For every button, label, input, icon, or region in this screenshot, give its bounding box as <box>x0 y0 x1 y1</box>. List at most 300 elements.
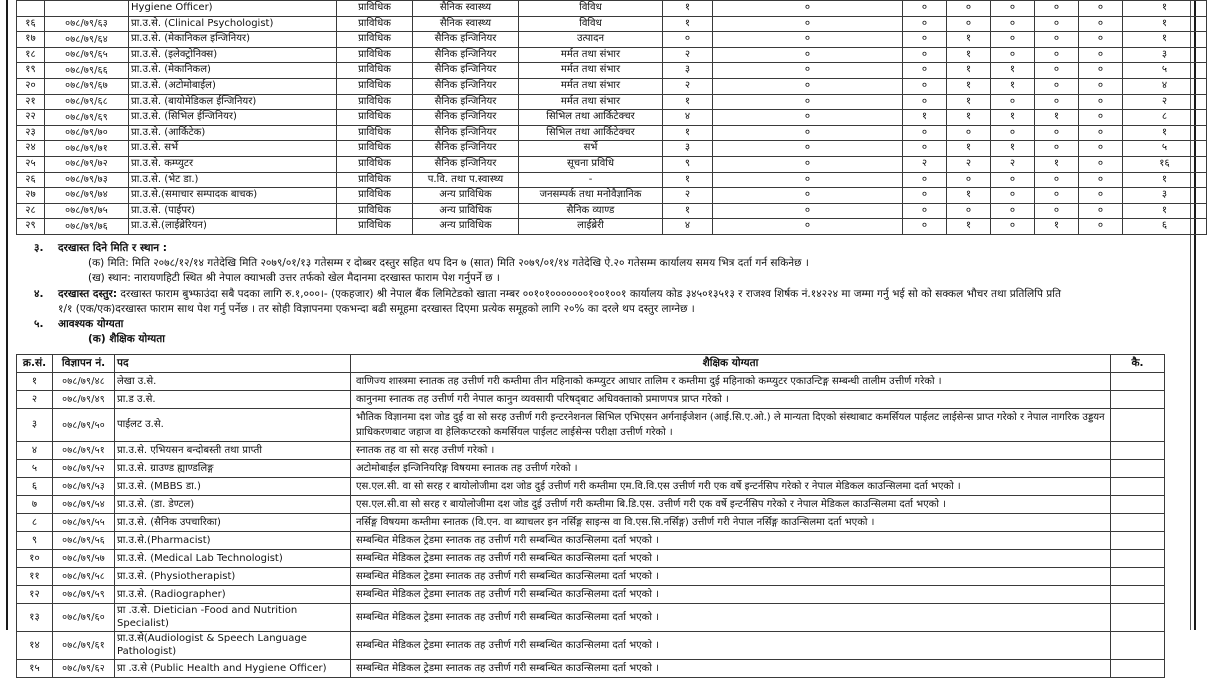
cell-total: १ <box>1123 1 1207 17</box>
post-vacancy-table <box>16 0 1207 235</box>
educational-qualification-table-body <box>17 373 1165 678</box>
educational-qualification-table-head <box>17 355 1165 373</box>
cell-sn: २ <box>17 391 53 409</box>
cell-advertisement-no: ०७८/७९/५५ <box>53 514 115 532</box>
cell-total: १ <box>1123 172 1207 188</box>
cell-sn <box>17 1 45 17</box>
cell-group: सैनिक इन्जिनियर <box>413 125 519 141</box>
cell-total: ६ <box>1123 219 1207 235</box>
cell-backward: ० <box>1079 32 1123 48</box>
cell-sn: १२ <box>17 586 53 604</box>
cell-advertisement-no: ०७८/७९/६९ <box>45 110 129 126</box>
cell-post: प्रा.उ.से(Audiologist & Speech Language Pathologist) <box>115 632 351 660</box>
cell-adibasi: ० <box>903 172 947 188</box>
cell-sn: १३ <box>17 604 53 632</box>
cell-post: प्रा.उ.से. (भेट डा.) <box>129 172 337 188</box>
cell-group: अन्य प्राविधिक <box>413 188 519 204</box>
cell-group: सैनिक इन्जिनियर <box>413 94 519 110</box>
cell-post: पाईलट उ.से. <box>115 409 351 442</box>
cell-advertisement-no: ०७८/७९/६१ <box>53 632 115 660</box>
cell-post: प्रा.उ.से. (Physiotherapist) <box>115 568 351 586</box>
cell-subgroup: - <box>519 172 663 188</box>
cell-female: ० <box>713 188 903 204</box>
cell-total: १ <box>1123 16 1207 32</box>
cell-backward: ० <box>1079 172 1123 188</box>
cell-disabled: ० <box>1035 125 1079 141</box>
cell-dalit: ० <box>991 203 1035 219</box>
cell-advertisement-no: ०७८/७९/७६ <box>45 219 129 235</box>
cell-advertisement-no: ०७८/७९/७३ <box>45 172 129 188</box>
cell-post: प्रा.उ.से. (बायोमेडिकल ईन्जिनियर) <box>129 94 337 110</box>
cell-advertisement-no <box>45 1 129 17</box>
clause-4-line-1 <box>58 287 1186 302</box>
cell-advertisement-no: ०७८/७९/५९ <box>53 586 115 604</box>
clause-5-heading: आवश्यक योग्यता <box>58 318 124 330</box>
cell-adibasi: ० <box>903 188 947 204</box>
cell-disabled: ० <box>1035 16 1079 32</box>
cell-post: प्रा.उ.से. (सिभिल ईन्जिनियर) <box>129 110 337 126</box>
cell-group: सैनिक इन्जिनियर <box>413 63 519 79</box>
cell-sn: २० <box>17 78 45 94</box>
cell-service: प्राविधिक <box>337 63 413 79</box>
cell-group: अन्य प्राविधिक <box>413 203 519 219</box>
cell-open: ३ <box>663 141 713 157</box>
clause-3 <box>16 241 1186 287</box>
cell-advertisement-no: ०७८/७९/६६ <box>45 63 129 79</box>
cell-disabled: ० <box>1035 63 1079 79</box>
cell-madhesi: १ <box>947 47 991 63</box>
cell-service: प्राविधिक <box>337 94 413 110</box>
table-row <box>17 373 1165 391</box>
cell-open: २ <box>663 188 713 204</box>
table-row <box>17 442 1165 460</box>
cell-educational-qualification: नर्सिङ्ग विषयमा कम्तीमा स्नातक (वि.एन. वा ब्याचलर इन नर्सिङ्ग साइन्स वा वि.एस.सि.नर्सिङ्ग) उत्तीर्ण गरी नेपाल नर्सिङ्ग काउन्सिलमा दर्ता भएको । <box>351 514 1111 532</box>
cell-total: ३ <box>1123 47 1207 63</box>
cell-female: ० <box>713 63 903 79</box>
clause-4-label: दरखास्त दस्तुर: <box>58 287 118 300</box>
column-header-advertisement-no: विज्ञापन नं. <box>53 355 115 373</box>
cell-madhesi: २ <box>947 156 991 172</box>
cell-dalit: ० <box>991 188 1035 204</box>
cell-sn: २७ <box>17 188 45 204</box>
cell-service: प्राविधिक <box>337 125 413 141</box>
cell-group: अन्य प्राविधिक <box>413 219 519 235</box>
cell-remarks <box>1111 478 1165 496</box>
page-content <box>16 0 1186 678</box>
cell-advertisement-no: ०७८/७९/७० <box>45 125 129 141</box>
cell-post: लेखा उ.से. <box>115 373 351 391</box>
cell-sn: २२ <box>17 110 45 126</box>
table-row <box>17 409 1165 442</box>
cell-disabled: ० <box>1035 1 1079 17</box>
cell-madhesi: ० <box>947 16 991 32</box>
cell-service: प्राविधिक <box>337 16 413 32</box>
table-row <box>17 550 1165 568</box>
cell-backward: ० <box>1079 1 1123 17</box>
cell-total: ८ <box>1123 110 1207 126</box>
cell-subgroup: विविध <box>519 1 663 17</box>
table-row <box>17 586 1165 604</box>
clause-5-number: ५. <box>34 318 44 330</box>
cell-advertisement-no: ०७८/७९/५० <box>53 409 115 442</box>
cell-group: सैनिक स्वास्थ्य <box>413 16 519 32</box>
cell-post: प्रा.उ.से. (सैनिक उपचारिका) <box>115 514 351 532</box>
cell-backward: ० <box>1079 110 1123 126</box>
cell-dalit: ० <box>991 16 1035 32</box>
clause-4 <box>16 287 1186 317</box>
cell-educational-qualification: सम्बन्धित मेडिकल ट्रेडमा स्नातक तह उत्तीर्ण गरी सम्बन्धित काउन्सिलमा दर्ता भएको । <box>351 550 1111 568</box>
cell-post: प्रा.उ.से. (पाईपर) <box>129 203 337 219</box>
cell-subgroup: उत्पादन <box>519 32 663 48</box>
cell-female: ० <box>713 47 903 63</box>
table-row <box>17 219 1207 235</box>
table-row <box>17 156 1207 172</box>
table-row <box>17 188 1207 204</box>
cell-post: प्रा.उ.से.(लाईब्रेरियन) <box>129 219 337 235</box>
cell-backward: ० <box>1079 78 1123 94</box>
cell-advertisement-no: ०७८/७९/६७ <box>45 78 129 94</box>
cell-post: प्रा.उ.से. (इलेक्ट्रोनिक्स) <box>129 47 337 63</box>
cell-post: प्रा.उ.से.(Pharmacist) <box>115 532 351 550</box>
cell-adibasi: ० <box>903 32 947 48</box>
cell-remarks <box>1111 514 1165 532</box>
cell-group: प.वि. तथा प.स्वास्थ्य <box>413 172 519 188</box>
notice-clauses <box>16 241 1186 348</box>
table-row <box>17 16 1207 32</box>
cell-advertisement-no: ०७८/७९/५८ <box>53 568 115 586</box>
cell-remarks <box>1111 586 1165 604</box>
cell-educational-qualification: एस.एल.सी.वा सो सरह र बायोलोजीमा दश जोड दुई उत्तीर्ण गरी कम्तीमा बि.डि.एस. उत्तीर्ण गरी एक वर्षे इन्टर्नसिप गरेको र नेपाल मेडिकल काउन्सिलमा दर्ता भएको । <box>351 496 1111 514</box>
cell-advertisement-no: ०७८/७९/४९ <box>53 391 115 409</box>
cell-open: २ <box>663 78 713 94</box>
cell-disabled: ० <box>1035 172 1079 188</box>
cell-sn: १ <box>17 373 53 391</box>
cell-female: ० <box>713 203 903 219</box>
cell-female: ० <box>713 141 903 157</box>
cell-madhesi: ० <box>947 172 991 188</box>
cell-madhesi: १ <box>947 78 991 94</box>
cell-group: सैनिक इन्जिनियर <box>413 110 519 126</box>
table-row <box>17 32 1207 48</box>
cell-service: प्राविधिक <box>337 32 413 48</box>
cell-advertisement-no: ०७८/७९/६० <box>53 604 115 632</box>
cell-advertisement-no: ०७८/७९/६२ <box>53 660 115 678</box>
cell-remarks <box>1111 391 1165 409</box>
cell-advertisement-no: ०७८/७९/५६ <box>53 532 115 550</box>
cell-sn: ४ <box>17 442 53 460</box>
cell-educational-qualification: भौतिक विज्ञानमा दश जोड दुई वा सो सरह उत्तीर्ण गरी इन्टरनेशनल सिभिल एभिएसन अर्गनाईजेशन (आई.सि.ए.ओ.) ले मान्यता दिएको संस्थाबाट कमर्सियल पाईलट लाईसेन्स प्राप्त गरेको र नेपाल नागरिक उड्डयन प्राधिकरणबाट जहाज वा हेलिकप्टरको कमर्सियल पाईलट लाईसेन्स परीक्षा उत्तीर्ण गरेको । <box>351 409 1111 442</box>
cell-remarks <box>1111 373 1165 391</box>
cell-sn: १५ <box>17 660 53 678</box>
cell-post: प्रा.उ.से. (मेकानिकल इन्जिनियर) <box>129 32 337 48</box>
cell-madhesi: १ <box>947 219 991 235</box>
cell-backward: ० <box>1079 188 1123 204</box>
cell-adibasi: ० <box>903 94 947 110</box>
clause-3-item-b: (ख) स्थान: नारायणहिटी स्थित श्री नेपाल क्याभल्री उत्तर तर्फको खेल मैदानमा दरखास्त फाराम पेश गर्नुपर्ने छ । <box>88 272 500 285</box>
cell-subgroup: सर्भे <box>519 141 663 157</box>
cell-group: सैनिक स्वास्थ्य <box>413 1 519 17</box>
cell-open: १ <box>663 172 713 188</box>
cell-backward: ० <box>1079 141 1123 157</box>
cell-educational-qualification: अटोमोबाईल इन्जिनियरिङ्ग विषयमा स्नातक तह उत्तीर्ण गरेको । <box>351 460 1111 478</box>
cell-educational-qualification: सम्बन्धित मेडिकल ट्रेडमा स्नातक तह उत्तीर्ण गरी सम्बन्धित काउन्सिलमा दर्ता भएको । <box>351 632 1111 660</box>
cell-sn: १७ <box>17 32 45 48</box>
table-row <box>17 141 1207 157</box>
cell-adibasi: ० <box>903 125 947 141</box>
cell-dalit: १ <box>991 78 1035 94</box>
table-row <box>17 532 1165 550</box>
cell-educational-qualification: सम्बन्धित मेडिकल ट्रेडमा स्नातक तह उत्तीर्ण गरी सम्बन्धित काउन्सिलमा दर्ता भएको । <box>351 568 1111 586</box>
cell-advertisement-no: ०७८/७९/५३ <box>53 478 115 496</box>
cell-sn: १९ <box>17 63 45 79</box>
cell-post: Hygiene Officer) <box>129 1 337 17</box>
cell-madhesi: १ <box>947 188 991 204</box>
cell-disabled: ० <box>1035 203 1079 219</box>
cell-group: सैनिक इन्जिनियर <box>413 156 519 172</box>
clause-3-item-a: (क) मिति: मिति २०७८/१२/१४ गतेदेखि मिति २०७९/०१/१३ गतेसम्म र दोब्बर दस्तुर सहित थप दिन ७ (सात) मिति २०७९/०१/१४ गतेदेखि ऐ.२० गतेसम्म कार्यालय समय भित्र दर्ता गर्न सकिनेछ । <box>88 257 809 270</box>
clause-5-item-a: (क) शैक्षिक योग्यता <box>88 333 165 346</box>
cell-open: ४ <box>663 219 713 235</box>
cell-female: ० <box>713 110 903 126</box>
column-header-educational-qualification: शैक्षिक योग्यता <box>351 355 1111 373</box>
cell-sn: २४ <box>17 141 45 157</box>
cell-female: ० <box>713 78 903 94</box>
cell-remarks <box>1111 442 1165 460</box>
cell-subgroup: लाईब्रेरी <box>519 219 663 235</box>
table-row <box>17 47 1207 63</box>
cell-madhesi: ० <box>947 125 991 141</box>
cell-total: ३ <box>1123 188 1207 204</box>
cell-subgroup: जनसम्पर्क तथा मनोवैज्ञानिक <box>519 188 663 204</box>
cell-open: १ <box>663 1 713 17</box>
cell-sn: २१ <box>17 94 45 110</box>
cell-adibasi: ० <box>903 219 947 235</box>
cell-sn: ५ <box>17 460 53 478</box>
cell-total: ५ <box>1123 63 1207 79</box>
cell-educational-qualification: एस.एल.सी. वा सो सरह र बायोलोजीमा दश जोड दुई उत्तीर्ण गरी कम्तीमा एम.वि.वि.एस उत्तीर्ण गरी एक वर्षे इन्टर्नसिप गरेको र नेपाल मेडिकल काउन्सिलमा दर्ता भएको । <box>351 478 1111 496</box>
cell-subgroup: सिभिल तथा आर्किटेक्चर <box>519 110 663 126</box>
cell-remarks <box>1111 604 1165 632</box>
table-row <box>17 78 1207 94</box>
clause-4-line-2: १/१ (एक/एक)दरखास्त फाराम साथ पेश गर्नु पर्नेछ । तर सोही विज्ञापनमा एकभन्दा बढी समूहमा दरखास्त दिएमा प्रत्येक समूहको लागि २०% का दरले थप दस्तुर लाग्नेछ । <box>58 302 695 315</box>
table-row <box>17 460 1165 478</box>
cell-educational-qualification: वाणिज्य शास्त्रमा स्नातक तह उत्तीर्ण गरी कम्तीमा तीन महिनाको कम्प्युटर आधार तालिम र कम्तीमा दुई महिनाको कम्प्युटर एकाउन्टिङ्ग सम्बन्धी तालीम उत्तीर्ण गरेको । <box>351 373 1111 391</box>
cell-female: ० <box>713 219 903 235</box>
cell-dalit: ० <box>991 47 1035 63</box>
cell-post: प्रा.उ.से. कम्प्युटर <box>129 156 337 172</box>
cell-subgroup: मर्मत तथा संभार <box>519 78 663 94</box>
table-row <box>17 125 1207 141</box>
cell-adibasi: १ <box>903 110 947 126</box>
cell-backward: ० <box>1079 94 1123 110</box>
cell-disabled: ० <box>1035 47 1079 63</box>
cell-sn: २५ <box>17 156 45 172</box>
cell-service: प्राविधिक <box>337 47 413 63</box>
cell-open: ४ <box>663 110 713 126</box>
cell-post: प्रा.उ.से. ग्राउण्ड ह्याण्डलिङ्ग <box>115 460 351 478</box>
educational-qualification-table <box>16 354 1165 678</box>
cell-backward: ० <box>1079 16 1123 32</box>
cell-female: ० <box>713 156 903 172</box>
cell-post: प्रा.उ.से. (MBBS डा.) <box>115 478 351 496</box>
cell-sn: १८ <box>17 47 45 63</box>
cell-female: ० <box>713 125 903 141</box>
cell-female: ० <box>713 16 903 32</box>
cell-backward: ० <box>1079 219 1123 235</box>
cell-post: प्रा.उ.से.(समाचार सम्पादक बाचक) <box>129 188 337 204</box>
cell-adibasi: २ <box>903 156 947 172</box>
cell-sn: ६ <box>17 478 53 496</box>
cell-madhesi: १ <box>947 32 991 48</box>
cell-disabled: १ <box>1035 156 1079 172</box>
educational-qualification-section <box>16 354 1186 678</box>
cell-post: प्रा.उ.से. (Medical Lab Technologist) <box>115 550 351 568</box>
cell-total: १६ <box>1123 156 1207 172</box>
cell-madhesi: १ <box>947 141 991 157</box>
cell-post: प्रा.ड उ.से. <box>115 391 351 409</box>
cell-subgroup: मर्मत तथा संभार <box>519 47 663 63</box>
cell-total: १ <box>1123 32 1207 48</box>
cell-educational-qualification: सम्बन्धित मेडिकल ट्रेडमा स्नातक तह उत्तीर्ण गरी सम्बन्धित काउन्सिलमा दर्ता भएको । <box>351 586 1111 604</box>
cell-dalit: ० <box>991 94 1035 110</box>
table-row <box>17 568 1165 586</box>
column-header-post: पद <box>115 355 351 373</box>
cell-adibasi: ० <box>903 16 947 32</box>
column-header-sn: क्र.सं. <box>17 355 53 373</box>
cell-advertisement-no: ०७८/७९/५१ <box>53 442 115 460</box>
cell-adibasi: ० <box>903 47 947 63</box>
cell-sn: ७ <box>17 496 53 514</box>
cell-post: प्रा.उ.से. (अटोमोबाईल) <box>129 78 337 94</box>
table-row <box>17 1 1207 17</box>
table-row <box>17 604 1165 632</box>
cell-service: प्राविधिक <box>337 1 413 17</box>
cell-total: ५ <box>1123 141 1207 157</box>
cell-dalit: १ <box>991 110 1035 126</box>
table-row <box>17 391 1165 409</box>
cell-sn: १६ <box>17 16 45 32</box>
cell-sn: ८ <box>17 514 53 532</box>
clause-3-number: ३. <box>34 241 44 254</box>
cell-disabled: ० <box>1035 94 1079 110</box>
cell-backward: ० <box>1079 125 1123 141</box>
cell-post: प्रा.उ.से. (डा. डेण्टल) <box>115 496 351 514</box>
page-border-left <box>6 0 8 630</box>
cell-adibasi: ० <box>903 203 947 219</box>
clause-3-heading: दरखास्त दिने मिति र स्थान : <box>58 241 167 254</box>
cell-disabled: ० <box>1035 78 1079 94</box>
cell-subgroup: सूचना प्रविधि <box>519 156 663 172</box>
cell-sn: २९ <box>17 219 45 235</box>
cell-advertisement-no: ०७८/७९/६३ <box>45 16 129 32</box>
cell-service: प्राविधिक <box>337 110 413 126</box>
table-row <box>17 478 1165 496</box>
cell-total: १ <box>1123 125 1207 141</box>
table-row <box>17 660 1165 678</box>
cell-remarks <box>1111 409 1165 442</box>
table-row <box>17 110 1207 126</box>
table-row <box>17 94 1207 110</box>
cell-disabled: ० <box>1035 188 1079 204</box>
cell-open: १ <box>663 125 713 141</box>
cell-backward: ० <box>1079 203 1123 219</box>
cell-remarks <box>1111 532 1165 550</box>
cell-advertisement-no: ०७८/७९/७५ <box>45 203 129 219</box>
cell-adibasi: ० <box>903 1 947 17</box>
cell-female: ० <box>713 94 903 110</box>
clause-4-number: ४. <box>34 287 44 300</box>
clause-4-text-1: दरखास्त फाराम बुभ्फाउंदा सबै पदका लागि रु.१,०००।- (एकहजार) श्री नेपाल बैंक लिमिटेडको खाता नम्बर ००१०१०००००००१००१००१ कार्यालय कोड ३४५०१३५१३ र राजश्व शिर्षक नं.१४२२४ मा जम्मा गर्नु भई सो को सक्कल भौचर तथा प्रतिलिपि प्रति <box>120 287 1061 300</box>
table-row <box>17 172 1207 188</box>
cell-post: प्रा.उ.से. एभियसन बन्दोबस्ती तथा प्राप्ती <box>115 442 351 460</box>
cell-disabled: ० <box>1035 141 1079 157</box>
cell-dalit: १ <box>991 63 1035 79</box>
cell-backward: ० <box>1079 63 1123 79</box>
cell-dalit: ० <box>991 32 1035 48</box>
cell-advertisement-no: ०७८/७९/७२ <box>45 156 129 172</box>
cell-educational-qualification: सम्बन्धित मेडिकल ट्रेडमा स्नातक तह उत्तीर्ण गरी सम्बन्धित काउन्सिलमा दर्ता भएको । <box>351 604 1111 632</box>
table-row <box>17 63 1207 79</box>
cell-advertisement-no: ०७८/७९/५७ <box>53 550 115 568</box>
cell-advertisement-no: ०७८/७९/७१ <box>45 141 129 157</box>
cell-group: सैनिक इन्जिनियर <box>413 78 519 94</box>
cell-remarks <box>1111 550 1165 568</box>
cell-group: सैनिक इन्जिनियर <box>413 141 519 157</box>
cell-open: १ <box>663 94 713 110</box>
cell-dalit: २ <box>991 156 1035 172</box>
cell-adibasi: ० <box>903 63 947 79</box>
cell-sn: ९ <box>17 532 53 550</box>
cell-advertisement-no: ०७८/७९/६८ <box>45 94 129 110</box>
cell-subgroup: विविध <box>519 16 663 32</box>
cell-female: ० <box>713 172 903 188</box>
cell-female: ० <box>713 1 903 17</box>
table-header-row <box>17 355 1165 373</box>
cell-open: ९ <box>663 156 713 172</box>
cell-service: प्राविधिक <box>337 141 413 157</box>
cell-post: प्रा.उ.से. (मेकानिकल) <box>129 63 337 79</box>
cell-subgroup: मर्मत तथा संभार <box>519 94 663 110</box>
cell-post: प्रा.उ.से. (आर्किटेक) <box>129 125 337 141</box>
cell-disabled: १ <box>1035 219 1079 235</box>
table-row <box>17 514 1165 532</box>
cell-advertisement-no: ०७८/७९/५२ <box>53 460 115 478</box>
cell-madhesi: ० <box>947 203 991 219</box>
cell-sn: २६ <box>17 172 45 188</box>
cell-dalit: ० <box>991 172 1035 188</box>
cell-service: प्राविधिक <box>337 78 413 94</box>
cell-educational-qualification: सम्बन्धित मेडिकल ट्रेडमा स्नातक तह उत्तीर्ण गरी सम्बन्धित काउन्सिलमा दर्ता भएको । <box>351 532 1111 550</box>
cell-advertisement-no: ०७८/७९/४८ <box>53 373 115 391</box>
cell-sn: १० <box>17 550 53 568</box>
cell-sn: ११ <box>17 568 53 586</box>
cell-adibasi: ० <box>903 78 947 94</box>
cell-dalit: १ <box>991 141 1035 157</box>
cell-madhesi: १ <box>947 94 991 110</box>
cell-remarks <box>1111 632 1165 660</box>
cell-madhesi: १ <box>947 110 991 126</box>
cell-subgroup: मर्मत तथा संभार <box>519 63 663 79</box>
cell-sn: १४ <box>17 632 53 660</box>
table-row <box>17 632 1165 660</box>
table-row <box>17 203 1207 219</box>
cell-open: १ <box>663 203 713 219</box>
cell-subgroup: सिभिल तथा आर्किटेक्चर <box>519 125 663 141</box>
cell-advertisement-no: ०७८/७९/६५ <box>45 47 129 63</box>
cell-post: प्रा.उ.से. (Radiographer) <box>115 586 351 604</box>
cell-sn: २८ <box>17 203 45 219</box>
cell-total: १ <box>1123 203 1207 219</box>
